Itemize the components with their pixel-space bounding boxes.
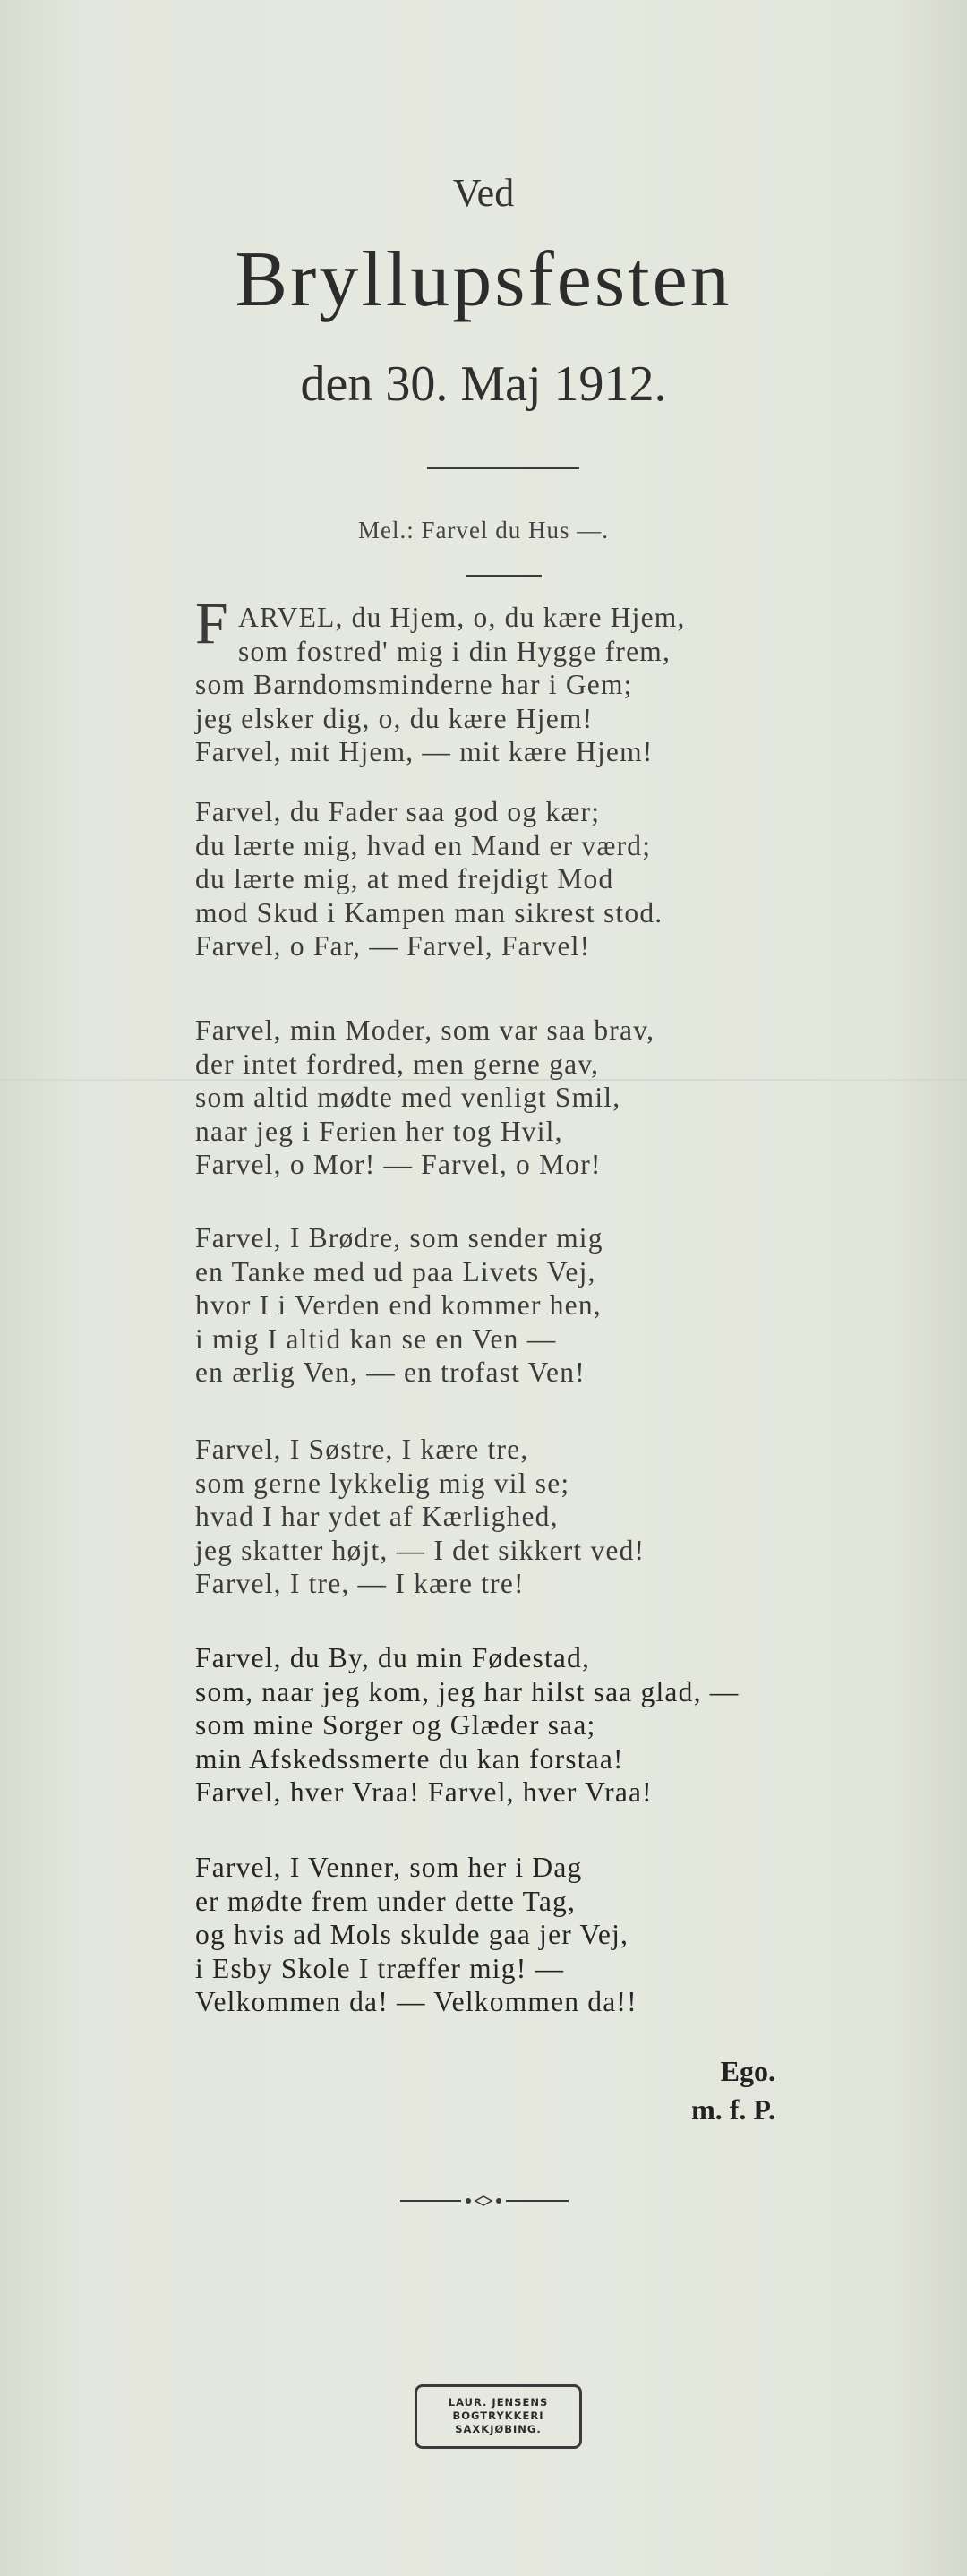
verse-line: du lærte mig, hvad en Mand er værd; (195, 829, 652, 861)
verse-4 (195, 1221, 840, 1390)
verse-line: naar jeg i Ferien her tog Hvil, (195, 1115, 563, 1147)
verse-line: som gerne lykkelig mig vil se; (195, 1467, 570, 1499)
verse-line: i mig I altid kan se en Ven — (195, 1322, 557, 1355)
verse-line: Velkommen da! — Velkommen da!! (195, 1986, 638, 2017)
verse-line: Farvel, du By, du min Fødestad, (195, 1642, 591, 1673)
verse-line: jeg elsker dig, o, du kære Hjem! (195, 702, 594, 734)
verse-line: jeg skatter højt, — I det sikkert ved! (195, 1534, 646, 1566)
divider-rule (427, 467, 579, 469)
verse-7 (195, 1851, 840, 2019)
verse-line: Farvel, I Søstre, I kære tre, (195, 1433, 529, 1465)
melody-line: Mel.: Farvel du Hus —. (358, 517, 609, 543)
verse-line: min Afskedssmerte du kan forstaa! (195, 1742, 624, 1775)
verse-5 (195, 1433, 840, 1601)
verse-line: er mødte frem under dette Tag, (195, 1885, 577, 1917)
title-date: den 30. Maj 1912. (300, 356, 667, 412)
verse-1-cont (195, 668, 840, 769)
printer-imprint (415, 2384, 582, 2449)
verse-line: som mine Sorger og Glæder saa; (195, 1709, 596, 1741)
verse-2 (195, 795, 840, 963)
ornament-dot (496, 2198, 501, 2204)
ornament-diamond (475, 2196, 492, 2205)
verse-line: der intet fordred, men gerne gav, (195, 1048, 600, 1080)
divider-rule-short (466, 575, 542, 577)
verse-line: en Tanke med ud paa Livets Vej, (195, 1255, 596, 1288)
verse-line: Farvel, min Moder, som var saa brav, (195, 1014, 655, 1046)
drop-cap: F (195, 591, 228, 656)
verse-line: som, naar jeg kom, jeg har hilst saa glad, — (195, 1675, 740, 1707)
verse-line: Farvel, I tre, — I kære tre! (195, 1568, 525, 1599)
verse-line: som altid mødte med venligt Smil, (195, 1082, 621, 1113)
verse-line: Farvel, hver Vraa! Farvel, hver Vraa! (195, 1776, 653, 1808)
verse-line: en ærlig Ven, — en trofast Ven! (195, 1356, 586, 1388)
verse-line: Farvel, I Venner, som her i Dag (195, 1852, 583, 1883)
verse-line: og hvis ad Mols skulde gaa jer Vej, (195, 1919, 629, 1950)
verse-3 (195, 1014, 840, 1182)
signature-ego: Ego. (720, 2055, 775, 2087)
title-prefix: Ved (452, 171, 515, 215)
verse-line: Farvel, o Mor! — Farvel, o Mor! (195, 1149, 602, 1180)
verse-line: som Barndomsminderne har i Gem; (195, 669, 633, 700)
printer-town: SAXKJØBING. (455, 2423, 542, 2435)
signature-initials: m. f. P. (691, 2093, 775, 2126)
ornament-dot (466, 2198, 471, 2204)
verse-1 (238, 601, 883, 668)
printer-name: LAUR. JENSENS (448, 2396, 549, 2409)
verse-line: Farvel, I Brødre, som sender mig (195, 1222, 603, 1254)
printer-business: BOGTRYKKERI (452, 2409, 544, 2422)
verse-line: mod Skud i Kampen man sikrest stod. (195, 896, 663, 929)
verse-line: i Esby Skole I træffer mig! — (195, 1952, 565, 1984)
verse-line: Farvel, mit Hjem, — mit kære Hjem! (195, 736, 654, 767)
verse-line: ARVEL, du Hjem, o, du kære Hjem, (238, 602, 686, 633)
verse-line: som fostred' mig i din Hygge frem, (238, 635, 672, 667)
verse-line: hvad I har ydet af Kærlighed, (195, 1501, 559, 1532)
verse-line: Farvel, du Fader saa god og kær; (195, 796, 601, 827)
verse-6 (195, 1641, 840, 1810)
page-title: Bryllupsfesten (235, 236, 732, 323)
ornament-divider (0, 2192, 967, 2210)
verse-line: hvor I i Verden end kommer hen, (195, 1289, 602, 1321)
verse-line: Farvel, o Far, — Farvel, Farvel! (195, 930, 591, 962)
verse-line: du lærte mig, at med frejdigt Mod (195, 863, 614, 894)
